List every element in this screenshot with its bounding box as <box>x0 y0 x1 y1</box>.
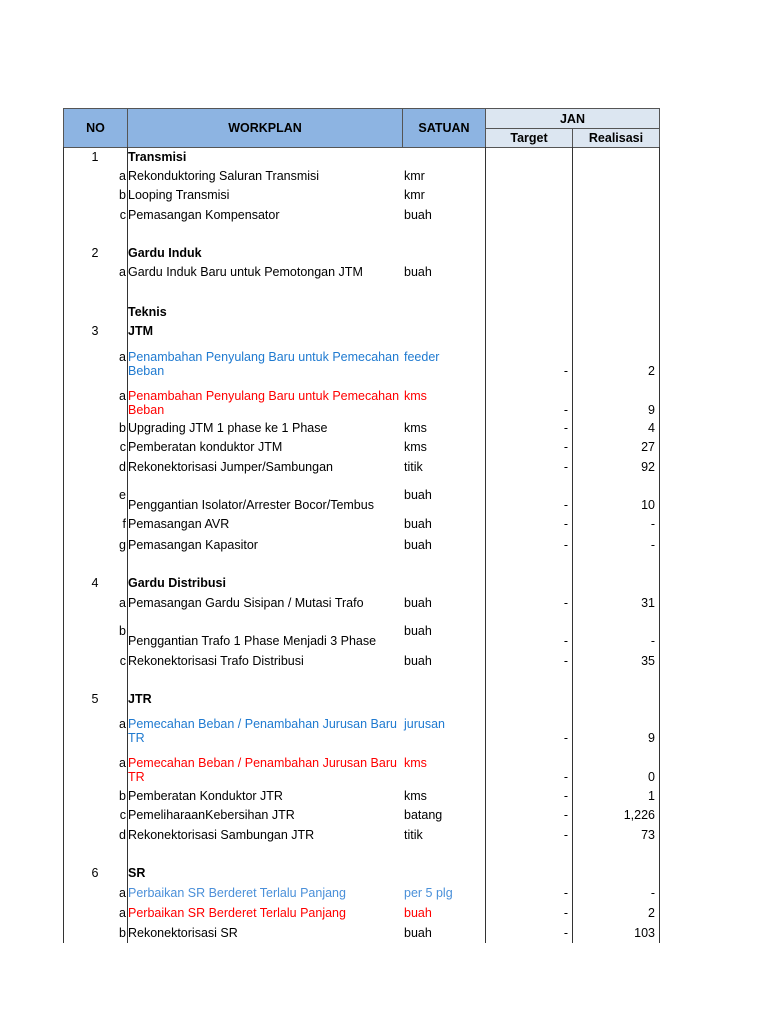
header-workplan: WORKPLAN <box>127 108 403 148</box>
row-letter: a <box>119 596 126 610</box>
row-number: 4 <box>91 576 99 590</box>
row-workplan: Rekonektorisasi SR <box>128 926 238 940</box>
row-letter: a <box>119 756 126 770</box>
header-target: Target <box>485 128 573 148</box>
row-realisasi: 92 <box>641 460 655 474</box>
row-number: 1 <box>91 150 99 164</box>
row-number: 6 <box>91 866 99 880</box>
row-workplan: Upgrading JTM 1 phase ke 1 Phase <box>128 421 328 435</box>
row-satuan: kms <box>404 440 427 454</box>
row-workplan: Perbaikan SR Berderet Terlalu Panjang <box>128 886 346 900</box>
row-satuan: buah <box>404 596 432 610</box>
row-realisasi: - <box>650 538 655 552</box>
row-workplan: Rekonektorisasi Jumper/Sambungan <box>128 460 333 474</box>
row-workplan: Penambahan Penyulang Baru untuk Pemecahan Beban <box>128 389 400 417</box>
row-realisasi: 27 <box>641 440 655 454</box>
row-realisasi: 0 <box>648 770 655 784</box>
row-letter: c <box>119 808 126 822</box>
row-number: 2 <box>91 246 99 260</box>
row-satuan: kms <box>404 389 427 403</box>
row-satuan: kms <box>404 789 427 803</box>
row-letter: b <box>119 789 126 803</box>
row-workplan: Perbaikan SR Berderet Terlalu Panjang <box>128 906 346 920</box>
row-realisasi: 35 <box>641 654 655 668</box>
row-target: - <box>563 770 568 784</box>
row-letter: a <box>119 886 126 900</box>
row-satuan: jurusan <box>404 717 445 731</box>
row-target: - <box>563 634 568 648</box>
row-target: - <box>563 498 568 512</box>
row-workplan: Gardu Induk <box>128 246 202 260</box>
row-target: - <box>563 364 568 378</box>
row-satuan: buah <box>404 265 432 279</box>
row-letter: a <box>119 906 126 920</box>
row-satuan: kms <box>404 421 427 435</box>
row-workplan: Transmisi <box>128 150 187 164</box>
row-satuan: batang <box>404 808 443 822</box>
row-satuan: feeder <box>404 350 440 364</box>
row-satuan: titik <box>404 460 423 474</box>
row-satuan: buah <box>404 926 432 940</box>
row-workplan: Rekonektorisasi Trafo Distribusi <box>128 654 304 668</box>
row-realisasi: 9 <box>648 731 655 745</box>
row-letter: c <box>119 440 126 454</box>
row-realisasi: 9 <box>648 403 655 417</box>
row-satuan: buah <box>404 488 432 502</box>
row-letter: e <box>119 488 126 502</box>
row-workplan: Pemecahan Beban / Penambahan Jurusan Baru TR <box>128 756 397 784</box>
row-letter: b <box>119 926 126 940</box>
header-satuan: SATUAN <box>402 108 486 148</box>
row-letter: b <box>119 421 126 435</box>
row-workplan: Pemecahan Beban / Penambahan Jurusan Baru TR <box>128 717 397 745</box>
row-number: 3 <box>91 324 99 338</box>
column-divider <box>659 147 660 943</box>
row-satuan: buah <box>404 654 432 668</box>
row-workplan: Gardu Induk Baru untuk Pemotongan JTM <box>128 265 363 279</box>
row-target: - <box>563 596 568 610</box>
row-realisasi: 2 <box>648 906 655 920</box>
row-workplan: JTM <box>128 324 153 338</box>
row-letter: d <box>119 828 126 842</box>
row-workplan: Teknis <box>128 305 167 319</box>
row-number: 5 <box>91 692 99 706</box>
row-realisasi: 1,226 <box>623 808 655 822</box>
row-target: - <box>563 538 568 552</box>
row-letter: g <box>119 538 126 552</box>
row-satuan: kms <box>404 756 427 770</box>
row-letter: c <box>119 654 126 668</box>
row-letter: a <box>119 389 126 403</box>
row-workplan: Pemasangan Kompensator <box>128 208 280 222</box>
row-workplan: Pemberatan konduktor JTM <box>128 440 283 454</box>
row-realisasi: - <box>650 886 655 900</box>
header-month: JAN <box>485 108 660 129</box>
row-realisasi: 2 <box>648 364 655 378</box>
row-workplan: PemeliharaanKebersihan JTR <box>128 808 295 822</box>
row-workplan: Pemberatan Konduktor JTR <box>128 789 283 803</box>
row-target: - <box>563 421 568 435</box>
row-target: - <box>563 886 568 900</box>
row-satuan: buah <box>404 906 432 920</box>
row-target: - <box>563 906 568 920</box>
row-satuan: buah <box>404 624 432 638</box>
row-letter: a <box>119 350 126 364</box>
row-letter: b <box>119 624 126 638</box>
row-workplan: Penambahan Penyulang Baru untuk Pemecahan Beban <box>128 350 400 378</box>
row-workplan: Rekonektorisasi Sambungan JTR <box>128 828 315 842</box>
row-target: - <box>563 403 568 417</box>
row-realisasi: 73 <box>641 828 655 842</box>
row-workplan: Pemasangan Kapasitor <box>128 538 258 552</box>
header-no: NO <box>63 108 128 148</box>
row-satuan: kmr <box>404 169 425 183</box>
row-letter: a <box>119 717 126 731</box>
row-workplan: SR <box>128 866 146 880</box>
row-target: - <box>563 926 568 940</box>
row-realisasi: - <box>650 517 655 531</box>
row-workplan: Gardu Distribusi <box>128 576 226 590</box>
header-realisasi: Realisasi <box>572 128 660 148</box>
row-target: - <box>563 440 568 454</box>
row-workplan: Rekonduktoring Saluran Transmisi <box>128 169 320 183</box>
row-letter: d <box>119 460 126 474</box>
row-workplan: JTR <box>128 692 152 706</box>
row-letter: f <box>122 517 126 531</box>
row-target: - <box>563 654 568 668</box>
row-target: - <box>563 731 568 745</box>
row-target: - <box>563 460 568 474</box>
row-satuan: buah <box>404 517 432 531</box>
row-target: - <box>563 828 568 842</box>
row-workplan: Penggantian Isolator/Arrester Bocor/Tembus <box>128 498 374 512</box>
row-realisasi: - <box>650 634 655 648</box>
row-workplan: Penggantian Trafo 1 Phase Menjadi 3 Phase <box>128 634 377 648</box>
row-satuan: per 5 plg <box>404 886 453 900</box>
row-letter: a <box>119 169 126 183</box>
row-workplan: Pemasangan Gardu Sisipan / Mutasi Trafo <box>128 596 364 610</box>
row-satuan: buah <box>404 538 432 552</box>
row-target: - <box>563 517 568 531</box>
row-realisasi: 103 <box>634 926 655 940</box>
row-letter: b <box>119 188 126 202</box>
row-target: - <box>563 808 568 822</box>
row-realisasi: 10 <box>641 498 655 512</box>
row-target: - <box>563 789 568 803</box>
row-letter: c <box>119 208 126 222</box>
row-satuan: kmr <box>404 188 425 202</box>
row-satuan: buah <box>404 208 432 222</box>
row-realisasi: 1 <box>648 789 655 803</box>
row-workplan: Looping Transmisi <box>128 188 230 202</box>
row-letter: a <box>119 265 126 279</box>
column-divider <box>63 147 64 943</box>
row-satuan: titik <box>404 828 423 842</box>
row-workplan: Pemasangan AVR <box>128 517 230 531</box>
row-realisasi: 31 <box>641 596 655 610</box>
row-realisasi: 4 <box>648 421 655 435</box>
